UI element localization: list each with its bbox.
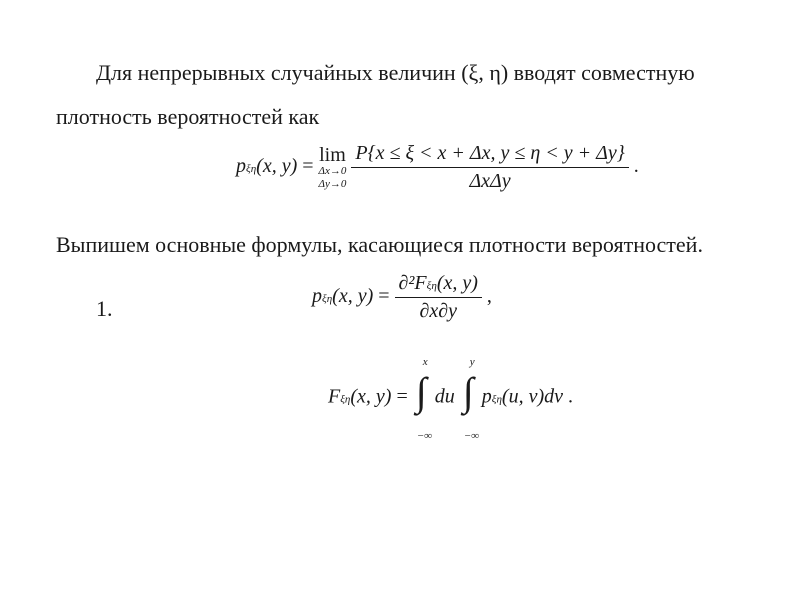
formula-a-args: (x, y) [332,285,374,308]
formula-a-numerator [395,272,482,295]
list-item-number: 1. [96,296,113,321]
fraction-bar [351,167,628,168]
integral-sign-2 [460,356,482,442]
integral-symbol: ∫ [462,369,474,414]
formula-density-from-cdf [312,272,492,323]
formula-a-p: p [312,285,322,308]
formula1-equals: = [302,155,314,178]
formula-cdf-from-density [328,356,573,442]
integral-1-lower-limit: −∞ [416,430,433,442]
formula-b-F: F [328,385,341,408]
integral-1-upper-limit: x [422,356,428,368]
formula-a-denominator: ∂x∂y [419,300,457,322]
formula1-p-subscript: ξη [246,163,257,176]
formula-b-du: du [434,385,455,408]
integral-2-lower-limit: −∞ [463,430,480,442]
formula-b-period: . [568,385,573,408]
formula-a-equals: = [378,285,390,308]
formula-a-comma: , [486,285,492,308]
formula-joint-density-definition [236,142,639,193]
lim-condition-x: Δx→0 [318,164,347,177]
formula1-denominator: ΔxΔy [469,170,511,192]
integral-sign-1 [413,356,435,442]
formula-b-args: (x, y) [350,385,392,408]
paragraph-line-1: Для непрерывных случайных величин (ξ, η) вводят совместную [96,60,695,85]
lim-condition-y: Δy→0 [318,177,347,190]
formula-a-fraction [395,272,482,323]
formula-b-F-subscript: ξη [340,393,351,406]
formula-b-p: p [481,385,492,408]
lim-word: lim [319,143,346,166]
formula-a-numerator-main: ∂²F [398,272,427,294]
formula1-period: . [633,155,639,178]
formula1-p: p [236,155,246,178]
paragraph-2-line: Выпишем основные формулы, касающиеся плотности вероятностей. [56,232,703,257]
fraction-bar [395,297,482,298]
integral-symbol: ∫ [415,369,427,414]
formula-b-equals: = [396,385,408,408]
formula-a-p-subscript: ξη [322,293,333,306]
formula1-numerator: P{x ≤ ξ < x + Δx, y ≤ η < y + Δy} [355,142,625,164]
limit-operator [319,145,347,190]
formula-a-numerator-args: (x, y) [436,272,478,294]
paragraph-line-2: плотность вероятностей как [56,104,320,129]
formula1-args: (x, y) [256,155,298,178]
formula1-fraction [351,142,628,193]
formula-a-numerator-subscript: ξη [426,280,437,292]
formula-b-p-subscript: ξη [491,393,502,406]
formula-b-integrand-args: (u, v)dv [501,385,563,408]
integral-2-upper-limit: y [469,356,475,368]
